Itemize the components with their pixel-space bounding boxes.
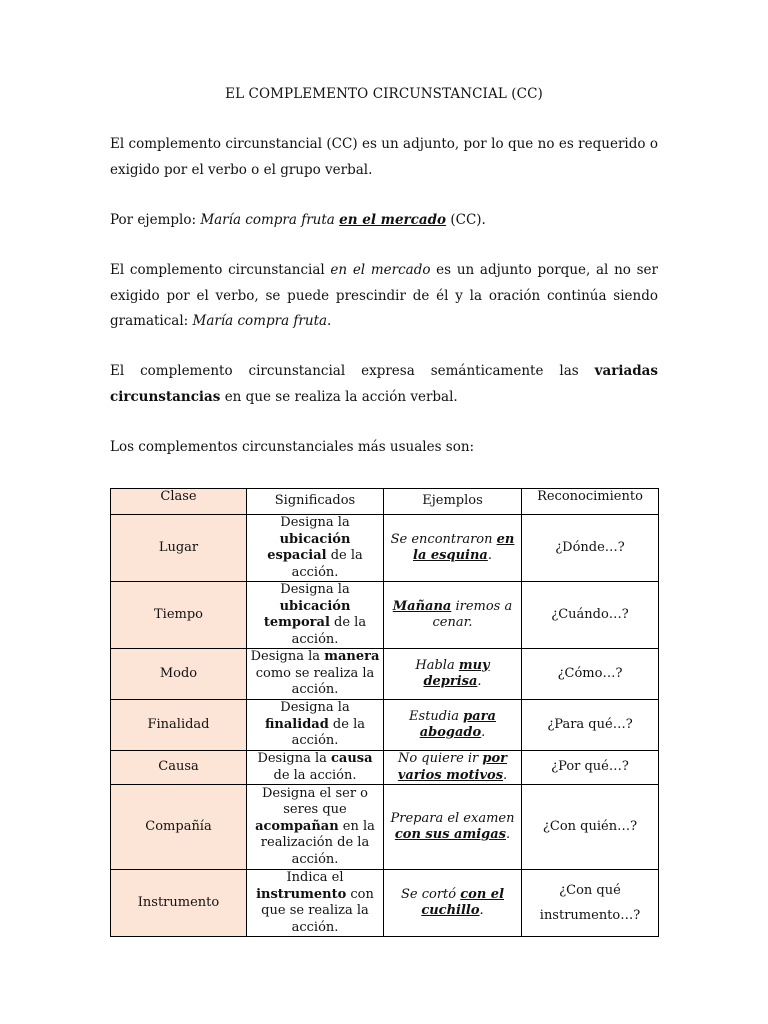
- cell-reconocimiento: ¿Cómo…?: [522, 649, 659, 700]
- explanation-text-c: es un adjunto porque, al no ser exigido por el verbo, se puede prescindir de él y la oración continúa siendo gramatical:: [110, 262, 658, 329]
- cell-clase: Instrumento: [111, 870, 247, 937]
- cell-significado: Designa la causa de la acción.: [247, 751, 384, 785]
- table-row: [111, 785, 659, 870]
- cc-table: [110, 488, 659, 937]
- cell-clase: Modo: [111, 649, 247, 700]
- cell-significado: Designa la finalidad de la acción.: [247, 700, 384, 751]
- document-title: EL COMPLEMENTO CIRCUNSTANCIAL (CC): [225, 86, 543, 102]
- paragraph-example: [110, 208, 658, 234]
- example-cc: en el mercado: [339, 212, 447, 228]
- explanation-text-e: .: [327, 313, 332, 329]
- cell-significado: Indica el instrumento con que se realiza la acción.: [247, 870, 384, 937]
- paragraph-semantics: [110, 359, 658, 410]
- example-suffix: (CC).: [446, 212, 486, 228]
- cell-clase: Causa: [111, 751, 247, 785]
- semantics-bold: variadas circunstancias: [110, 363, 658, 405]
- paragraph-intro-table: Los complementos circunstanciales más usuales son:: [110, 439, 475, 455]
- table-row: [111, 515, 659, 582]
- explanation-italic-sentence: María compra fruta: [192, 313, 328, 329]
- semantics-text-c: en que se realiza la acción verbal.: [220, 388, 458, 405]
- header-ejemplos: Ejemplos: [384, 489, 522, 515]
- example-prefix: Por ejemplo:: [110, 212, 201, 228]
- table-header-row: [111, 489, 659, 515]
- cell-clase: Compañía: [111, 785, 247, 870]
- explanation-text-a: El complemento circunstancial: [110, 262, 331, 278]
- cell-significado: Designa la ubicación espacial de la acción.: [247, 515, 384, 582]
- cell-clase: Lugar: [111, 515, 247, 582]
- cell-reconocimiento: ¿Por qué…?: [522, 751, 659, 785]
- example-sentence: María compra fruta: [200, 212, 340, 228]
- table-row: [111, 700, 659, 751]
- paragraph-definition: El complemento circunstancial (CC) es un adjunto, por lo que no es requerido o exigido por el verbo o el grupo verbal.: [110, 136, 658, 178]
- cell-reconocimiento: ¿Para qué…?: [522, 700, 659, 751]
- cell-ejemplo: Estudia para abogado.: [384, 700, 522, 751]
- explanation-italic-cc: en el mercado: [330, 262, 431, 278]
- cell-reconocimiento: ¿Cuándo…?: [522, 582, 659, 649]
- cell-ejemplo: No quiere ir por varios motivos.: [384, 751, 522, 785]
- cell-clase: Finalidad: [111, 700, 247, 751]
- cell-significado: Designa el ser o seres que acompañan en la realización de la acción.: [247, 785, 384, 870]
- table-row: [111, 751, 659, 785]
- table-row: [111, 870, 659, 937]
- paragraph-explanation: [110, 258, 658, 335]
- header-significados: Significados: [247, 489, 384, 515]
- cell-ejemplo: Se cortó con el cuchillo.: [384, 870, 522, 937]
- cell-reconocimiento: ¿Dónde…?: [522, 515, 659, 582]
- cell-significado: Designa la ubicación temporal de la acción.: [247, 582, 384, 649]
- cell-ejemplo: Habla muy deprisa.: [384, 649, 522, 700]
- cell-reconocimiento: ¿Con qué instrumento…?: [522, 870, 659, 937]
- cell-ejemplo: Prepara el examen con sus amigas.: [384, 785, 522, 870]
- cell-reconocimiento: ¿Con quién…?: [522, 785, 659, 870]
- table-row: [111, 649, 659, 700]
- header-reconocimiento: Reconocimiento: [522, 489, 659, 515]
- cell-ejemplo: Se encontraron en la esquina.: [384, 515, 522, 582]
- table-row: [111, 582, 659, 649]
- cell-ejemplo: Mañana iremos a cenar.: [384, 582, 522, 649]
- semantics-text-a: El complemento circunstancial expresa semánticamente las: [110, 363, 595, 379]
- cell-clase: Tiempo: [111, 582, 247, 649]
- header-clase: Clase: [111, 489, 247, 515]
- cell-significado: Designa la manera como se realiza la acción.: [247, 649, 384, 700]
